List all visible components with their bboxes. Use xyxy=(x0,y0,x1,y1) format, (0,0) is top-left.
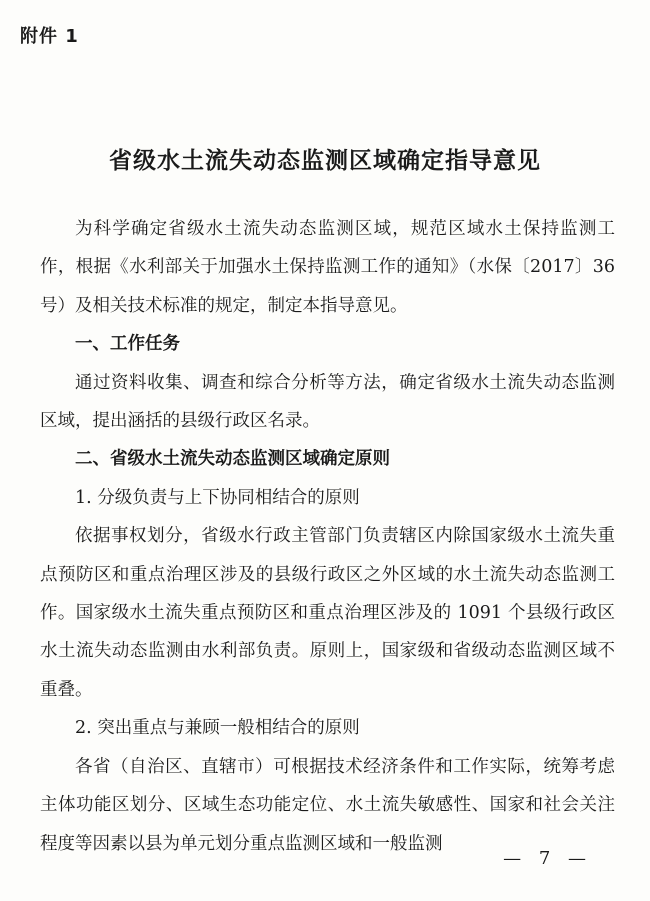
principle-2-title: 2. 突出重点与兼顾一般相结合的原则 xyxy=(75,718,360,739)
principle-2-paragraph: 各省（自治区、直辖市）可根据技术经济条件和工作实际，统筹考虑主体功能区划分、区域生态功能定位、水土流失敏感性、国家和社会关注程度等因素以县为单元划分重点监测区域和一般监测 xyxy=(40,756,615,854)
tasks-paragraph: 通过资料收集、调查和综合分析等方法，确定省级水土流失动态监测区域，提出涵括的县级行政区名录。 xyxy=(40,372,615,432)
document-title: 省级水土流失动态监测区域确定指导意见 xyxy=(109,148,541,174)
intro-paragraph: 为科学确定省级水土流失动态监测区域，规范区域水土保持监测工作，根据《水利部关于加强水土保持监测工作的通知》（水保〔2017〕36 号）及相关技术标准的规定，制定本指导意见。 xyxy=(40,219,615,316)
attachment-label: 附件 1 xyxy=(20,26,79,47)
section-heading-tasks: 一、工作任务 xyxy=(75,334,180,355)
principle-1-paragraph: 依据事权划分，省级水行政主管部门负责辖区内除国家级水土流失重点预防区和重点治理区涉及的县级行政区之外区域的水土流失动态监测工作。国家级水土流失重点预防区和重点治理区涉及的 1091 个县级行政区水土流失动态监测由水利部负责。原则上，国家级和省级动态监测区域不重叠。 xyxy=(40,526,615,700)
page-number: — 7 — xyxy=(503,848,592,869)
section-heading-principles: 二、省级水土流失动态监测区域确定原则 xyxy=(75,449,390,470)
principle-1-title: 1. 分级负责与上下协同相结合的原则 xyxy=(75,487,360,508)
document-body xyxy=(40,210,615,863)
